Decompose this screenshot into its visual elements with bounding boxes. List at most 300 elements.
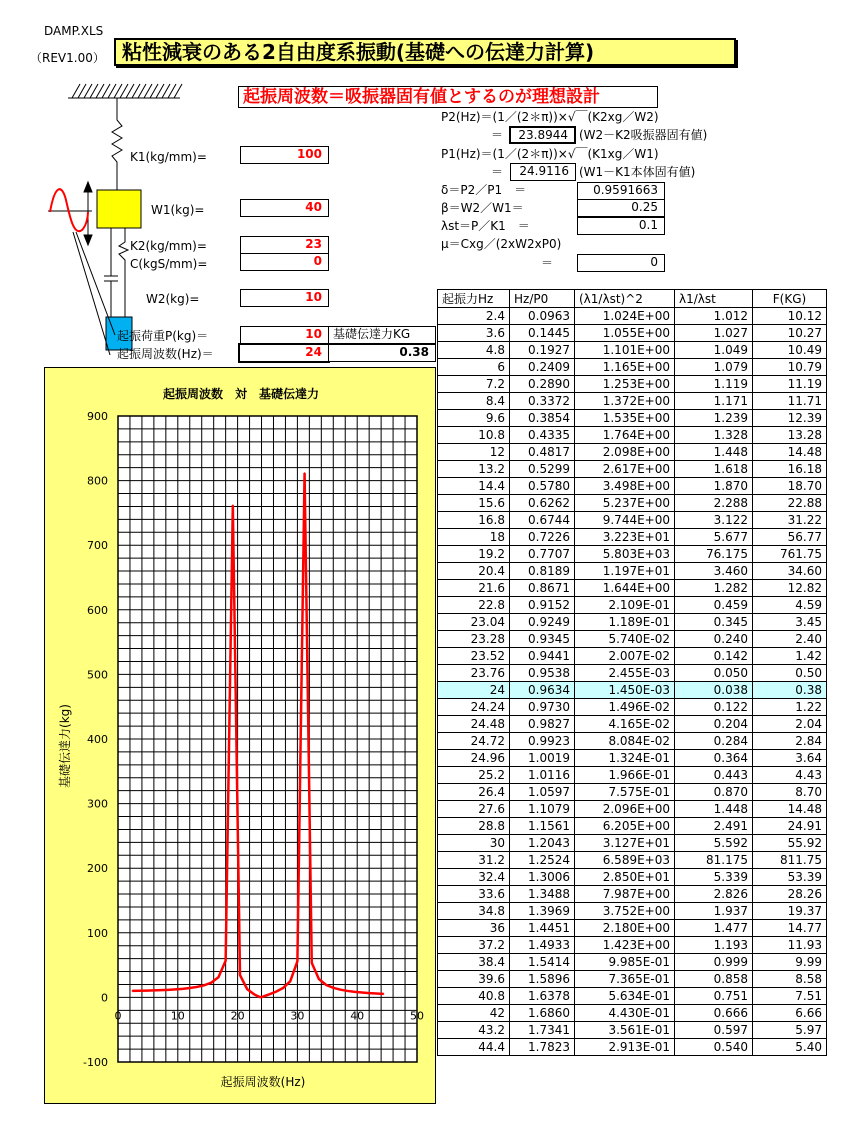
cell-frequency: 20.4	[438, 563, 510, 580]
cell-lambda: 1.027	[675, 325, 753, 342]
cell-ratio: 0.7226	[510, 529, 575, 546]
table-row	[438, 971, 827, 988]
data-point	[182, 988, 184, 990]
cell-ratio: 0.9923	[510, 733, 575, 750]
table-row	[438, 478, 827, 495]
cell-lambda: 3.460	[675, 563, 753, 580]
cell-ratio: 1.1079	[510, 801, 575, 818]
lambda-label: λst＝P／K1 ＝	[441, 219, 530, 233]
data-point	[153, 990, 155, 992]
cell-lambda: 5.677	[675, 529, 753, 546]
cell-force: 0.50	[753, 665, 827, 682]
data-point	[368, 992, 370, 994]
cell-force: 11.19	[753, 376, 827, 393]
table-row	[438, 784, 827, 801]
data-point	[261, 996, 263, 998]
cell-force: 11.93	[753, 937, 827, 954]
cell-ratio: 0.9441	[510, 648, 575, 665]
cell-lambda-sq: 5.803E+03	[575, 546, 675, 563]
cell-force: 16.18	[753, 461, 827, 478]
table-row	[438, 835, 827, 852]
cell-lambda-sq: 5.740E-02	[575, 631, 675, 648]
table-row	[438, 393, 827, 410]
cell-force: 4.59	[753, 597, 827, 614]
col-header-lambda-sq: (λ1/λst)^2	[575, 290, 675, 308]
cell-ratio: 0.9152	[510, 597, 575, 614]
cell-force: 3.45	[753, 614, 827, 631]
table-row	[438, 410, 827, 427]
sine-wave-icon	[48, 189, 92, 231]
table-row	[438, 699, 827, 716]
data-point	[210, 982, 212, 984]
table-row	[438, 818, 827, 835]
cell-lambda: 0.345	[675, 614, 753, 631]
cell-ratio: 1.3488	[510, 886, 575, 903]
cell-frequency: 24.96	[438, 750, 510, 767]
cell-force: 14.48	[753, 801, 827, 818]
cell-lambda-sq: 2.850E+01	[575, 869, 675, 886]
k1-input[interactable]: 100	[240, 146, 329, 164]
data-point	[259, 996, 261, 998]
cell-force: 13.28	[753, 427, 827, 444]
table-row	[438, 648, 827, 665]
cell-lambda: 0.240	[675, 631, 753, 648]
cell-lambda-sq: 6.205E+00	[575, 818, 675, 835]
cell-force: 34.60	[753, 563, 827, 580]
cell-force: 2.84	[753, 733, 827, 750]
damper-c-icon	[104, 228, 118, 318]
cell-lambda-sq: 1.644E+00	[575, 580, 675, 597]
cell-lambda-sq: 2.007E-02	[575, 648, 675, 665]
cell-lambda-sq: 4.165E-02	[575, 716, 675, 733]
table-row	[438, 767, 827, 784]
data-point	[218, 976, 220, 978]
col-header-ratio: Hz/P0	[510, 290, 575, 308]
data-point	[265, 995, 267, 997]
cell-force: 10.27	[753, 325, 827, 342]
cell-frequency: 6	[438, 359, 510, 376]
cell-force: 8.58	[753, 971, 827, 988]
cell-frequency: 26.4	[438, 784, 510, 801]
cell-lambda-sq: 1.055E+00	[575, 325, 675, 342]
cell-lambda-sq: 1.966E-01	[575, 767, 675, 784]
cell-frequency: 43.2	[438, 1022, 510, 1039]
table-row	[438, 580, 827, 597]
cell-ratio: 0.1445	[510, 325, 575, 342]
cell-force: 5.97	[753, 1022, 827, 1039]
data-point	[196, 986, 198, 988]
cell-ratio: 0.9827	[510, 716, 575, 733]
table-row	[438, 886, 827, 903]
transmitted-force-value: 0.38	[328, 344, 436, 362]
cell-lambda-sq: 5.634E-01	[575, 988, 675, 1005]
cell-lambda: 1.870	[675, 478, 753, 495]
cell-frequency: 3.6	[438, 325, 510, 342]
cell-force: 31.22	[753, 512, 827, 529]
data-point	[225, 960, 227, 962]
table-row	[438, 852, 827, 869]
data-point	[189, 987, 191, 989]
cell-ratio: 0.3372	[510, 393, 575, 410]
cell-frequency: 30	[438, 835, 510, 852]
cell-frequency: 16.8	[438, 512, 510, 529]
y-tick-label: 700	[87, 539, 108, 553]
col-header-lambda: λ1/λst	[675, 290, 753, 308]
y-tick-label: 400	[87, 733, 108, 746]
cell-frequency: 23.04	[438, 614, 510, 631]
data-point	[255, 994, 257, 996]
mass-w1	[97, 190, 141, 228]
cell-force: 28.26	[753, 886, 827, 903]
cell-frequency: 12	[438, 444, 510, 461]
table-row	[438, 444, 827, 461]
cell-frequency: 15.6	[438, 495, 510, 512]
y-tick-label: 600	[87, 603, 108, 617]
cell-frequency: 19.2	[438, 546, 510, 563]
cell-force: 24.91	[753, 818, 827, 835]
data-point	[332, 987, 334, 989]
cell-ratio: 1.0019	[510, 750, 575, 767]
x-tick-label: 10	[170, 1009, 185, 1023]
cell-lambda-sq: 9.744E+00	[575, 512, 675, 529]
table-row	[438, 920, 827, 937]
cell-lambda-sq: 2.180E+00	[575, 920, 675, 937]
cell-force: 12.82	[753, 580, 827, 597]
cell-lambda-sq: 2.913E-01	[575, 1039, 675, 1056]
table-row	[438, 376, 827, 393]
cell-lambda-sq: 7.365E-01	[575, 971, 675, 988]
data-point	[311, 962, 313, 964]
data-point	[146, 990, 148, 992]
c-label: C(kgS/mm)=	[130, 257, 208, 271]
cell-ratio: 1.0597	[510, 784, 575, 801]
cell-lambda: 1.937	[675, 903, 753, 920]
lambda-value: 0.1	[577, 217, 665, 235]
p2-note: (W2－K2吸振器固有値)	[579, 128, 708, 142]
cell-force: 14.48	[753, 444, 827, 461]
cell-frequency: 14.4	[438, 478, 510, 495]
table-row	[438, 801, 827, 818]
cell-ratio: 0.5299	[510, 461, 575, 478]
data-point	[139, 990, 141, 992]
cell-ratio: 1.4933	[510, 937, 575, 954]
table-row	[438, 733, 827, 750]
w1-label: W1(kg)=	[151, 203, 205, 217]
cell-ratio: 1.5414	[510, 954, 575, 971]
k1-label: K1(kg/mm)=	[130, 150, 207, 164]
cell-force: 3.64	[753, 750, 827, 767]
cell-lambda-sq: 2.455E-03	[575, 665, 675, 682]
table-row	[438, 342, 827, 359]
cell-frequency: 9.6	[438, 410, 510, 427]
cell-frequency: 37.2	[438, 937, 510, 954]
table-row	[438, 614, 827, 631]
k2-input[interactable]: 23	[240, 236, 329, 254]
load-p-label: 起振荷重P(kg)＝	[117, 329, 209, 343]
cell-frequency: 23.76	[438, 665, 510, 682]
cell-frequency: 27.6	[438, 801, 510, 818]
data-point	[175, 989, 177, 991]
cell-frequency: 44.4	[438, 1039, 510, 1056]
cell-ratio: 0.0963	[510, 308, 575, 325]
frequency-response-table	[437, 289, 827, 1056]
data-point	[318, 978, 320, 980]
cell-frequency: 38.4	[438, 954, 510, 971]
k2-label: K2(kg/mm)=	[130, 239, 207, 253]
cell-lambda: 0.038	[675, 682, 753, 699]
cell-force: 9.99	[753, 954, 827, 971]
col-header-force: F(KG)	[753, 290, 827, 308]
delta-label: δ＝P2／P1 ＝	[441, 183, 527, 197]
cell-frequency: 24.24	[438, 699, 510, 716]
data-point	[354, 991, 356, 993]
table-row	[438, 1022, 827, 1039]
data-point	[246, 988, 248, 990]
data-point	[289, 981, 291, 983]
cell-lambda-sq: 1.253E+00	[575, 376, 675, 393]
cell-ratio: 0.9345	[510, 631, 575, 648]
cell-frequency: 28.8	[438, 818, 510, 835]
cell-frequency: 34.8	[438, 903, 510, 920]
p1-note: (W1－K1本体固有値)	[579, 165, 696, 179]
cell-ratio: 1.7341	[510, 1022, 575, 1039]
cell-ratio: 0.8671	[510, 580, 575, 597]
cell-lambda-sq: 1.450E-03	[575, 682, 675, 699]
data-point	[239, 974, 241, 976]
x-tick-label: 20	[230, 1009, 245, 1023]
spring-k2-icon	[119, 228, 128, 318]
cell-lambda-sq: 3.127E+01	[575, 835, 675, 852]
cell-lambda: 1.012	[675, 308, 753, 325]
cell-lambda: 0.999	[675, 954, 753, 971]
cell-frequency: 2.4	[438, 308, 510, 325]
mu-value: 0	[577, 254, 665, 272]
cell-ratio: 0.1927	[510, 342, 575, 359]
cell-force: 4.43	[753, 767, 827, 784]
table-row	[438, 512, 827, 529]
cell-force: 2.04	[753, 716, 827, 733]
data-point	[266, 994, 268, 996]
table-row	[438, 1005, 827, 1022]
x-tick-label: 40	[350, 1009, 365, 1023]
w2-label: W2(kg)=	[146, 292, 200, 306]
cell-frequency: 13.2	[438, 461, 510, 478]
cell-frequency: 21.6	[438, 580, 510, 597]
transmitted-force-label: 基礎伝達力KG	[328, 326, 436, 344]
data-point	[264, 995, 266, 997]
cell-ratio: 0.4817	[510, 444, 575, 461]
table-row	[438, 869, 827, 886]
data-point	[268, 994, 270, 996]
cell-ratio: 0.6262	[510, 495, 575, 512]
cell-frequency: 22.8	[438, 597, 510, 614]
y-tick-label: 200	[87, 862, 108, 876]
table-row	[438, 988, 827, 1005]
p2-formula: P2(Hz)＝(1／(2＊π))×√￣(K2xg／W2)	[441, 110, 659, 124]
cell-frequency: 31.2	[438, 852, 510, 869]
cell-lambda-sq: 6.589E+03	[575, 852, 675, 869]
cell-lambda: 1.049	[675, 342, 753, 359]
data-point	[282, 987, 284, 989]
data-point	[258, 996, 260, 998]
p2-value: 23.8944	[509, 126, 576, 144]
cell-ratio: 0.2409	[510, 359, 575, 376]
p1-equals: ＝	[491, 165, 504, 179]
data-point	[167, 989, 169, 991]
data-point	[325, 984, 327, 986]
x-tick-label: 30	[290, 1009, 305, 1023]
data-point	[256, 995, 258, 997]
cell-lambda: 0.122	[675, 699, 753, 716]
cell-lambda: 1.328	[675, 427, 753, 444]
frequency-input[interactable]: 24	[238, 343, 330, 363]
beta-label: β＝W2／W1＝	[441, 201, 524, 215]
cell-lambda-sq: 1.324E-01	[575, 750, 675, 767]
cell-force: 10.12	[753, 308, 827, 325]
cell-lambda-sq: 1.024E+00	[575, 308, 675, 325]
cell-force: 811.75	[753, 852, 827, 869]
cell-lambda: 0.858	[675, 971, 753, 988]
p1-value: 24.9116	[510, 163, 576, 181]
cell-lambda: 1.282	[675, 580, 753, 597]
cell-frequency: 23.28	[438, 631, 510, 648]
cell-lambda: 0.364	[675, 750, 753, 767]
cell-lambda: 1.119	[675, 376, 753, 393]
cell-lambda-sq: 1.197E+01	[575, 563, 675, 580]
cell-lambda: 2.491	[675, 818, 753, 835]
cell-force: 10.49	[753, 342, 827, 359]
cell-ratio: 0.2890	[510, 376, 575, 393]
table-row	[438, 1039, 827, 1056]
cell-force: 14.77	[753, 920, 827, 937]
mu-label: μ＝Cxg／(2xW2xP0)	[441, 237, 562, 251]
cell-lambda: 81.175	[675, 852, 753, 869]
file-name: DAMP.XLS	[44, 24, 104, 38]
data-point	[297, 960, 299, 962]
cell-ratio: 1.6378	[510, 988, 575, 1005]
cell-lambda: 0.204	[675, 716, 753, 733]
cell-frequency: 10.8	[438, 427, 510, 444]
cell-lambda: 1.193	[675, 937, 753, 954]
cell-lambda: 0.540	[675, 1039, 753, 1056]
chart-grid	[118, 416, 417, 1062]
data-point	[340, 989, 342, 991]
data-point	[361, 992, 363, 994]
cell-ratio: 1.4451	[510, 920, 575, 937]
cell-frequency: 32.4	[438, 869, 510, 886]
cell-ratio: 0.7707	[510, 546, 575, 563]
cell-lambda-sq: 7.575E-01	[575, 784, 675, 801]
cell-ratio: 1.7823	[510, 1039, 575, 1056]
cell-lambda-sq: 1.165E+00	[575, 359, 675, 376]
table-row	[438, 427, 827, 444]
cell-frequency: 33.6	[438, 886, 510, 903]
cell-lambda: 1.448	[675, 444, 753, 461]
cell-lambda-sq: 3.752E+00	[575, 903, 675, 920]
cell-force: 18.70	[753, 478, 827, 495]
y-tick-label: 900	[87, 410, 108, 423]
cell-frequency: 24	[438, 682, 510, 699]
table-row	[438, 461, 827, 478]
cell-lambda: 2.288	[675, 495, 753, 512]
cell-frequency: 24.72	[438, 733, 510, 750]
cell-lambda: 1.239	[675, 410, 753, 427]
cell-ratio: 0.8189	[510, 563, 575, 580]
load-p-input[interactable]: 10	[240, 326, 329, 344]
cell-frequency: 40.8	[438, 988, 510, 1005]
cell-frequency: 7.2	[438, 376, 510, 393]
cell-lambda-sq: 2.098E+00	[575, 444, 675, 461]
cell-force: 22.88	[753, 495, 827, 512]
cell-lambda-sq: 1.372E+00	[575, 393, 675, 410]
cell-force: 761.75	[753, 546, 827, 563]
cell-ratio: 0.5780	[510, 478, 575, 495]
cell-frequency: 36	[438, 920, 510, 937]
cell-force: 56.77	[753, 529, 827, 546]
cell-lambda-sq: 9.985E-01	[575, 954, 675, 971]
vibration-diagram	[0, 80, 240, 370]
cell-force: 8.70	[753, 784, 827, 801]
col-header-frequency: 起振力Hz	[438, 290, 510, 308]
y-tick-label: 800	[87, 474, 108, 488]
data-point	[304, 472, 306, 474]
cell-ratio: 0.9538	[510, 665, 575, 682]
table-row	[438, 716, 827, 733]
cell-force: 0.38	[753, 682, 827, 699]
cell-lambda: 0.870	[675, 784, 753, 801]
cell-frequency: 25.2	[438, 767, 510, 784]
cell-force: 53.39	[753, 869, 827, 886]
cell-force: 5.40	[753, 1039, 827, 1056]
cell-ratio: 0.9249	[510, 614, 575, 631]
cell-lambda-sq: 2.096E+00	[575, 801, 675, 818]
w1-input[interactable]: 40	[240, 199, 329, 217]
x-axis-label: 起振周波数(Hz)	[220, 1075, 306, 1089]
cell-lambda: 1.618	[675, 461, 753, 478]
design-note: 起振周波数＝吸振器固有値とするのが理想設計	[238, 86, 658, 108]
chart-panel	[44, 367, 436, 1104]
table-row	[438, 495, 827, 512]
w2-input[interactable]: 10	[240, 289, 329, 307]
y-tick-label: -100	[83, 1056, 108, 1069]
c-input[interactable]: 0	[240, 253, 329, 271]
data-point	[347, 990, 349, 992]
cell-ratio: 0.6744	[510, 512, 575, 529]
cell-lambda-sq: 1.101E+00	[575, 342, 675, 359]
cell-force: 11.71	[753, 393, 827, 410]
cell-lambda: 1.171	[675, 393, 753, 410]
cell-lambda-sq: 3.223E+01	[575, 529, 675, 546]
cell-ratio: 0.9634	[510, 682, 575, 699]
cell-ratio: 1.5896	[510, 971, 575, 988]
cell-lambda: 1.079	[675, 359, 753, 376]
table-header-row	[438, 290, 827, 308]
spring-k1-icon	[112, 98, 122, 190]
cell-lambda-sq: 2.617E+00	[575, 461, 675, 478]
cell-lambda-sq: 7.987E+00	[575, 886, 675, 903]
data-point	[232, 505, 234, 507]
data-point	[376, 993, 378, 995]
cell-lambda: 1.448	[675, 801, 753, 818]
data-point	[383, 993, 385, 995]
cell-lambda: 1.477	[675, 920, 753, 937]
cell-lambda-sq: 3.498E+00	[575, 478, 675, 495]
cell-ratio: 0.3854	[510, 410, 575, 427]
cell-lambda-sq: 5.237E+00	[575, 495, 675, 512]
cell-frequency: 39.6	[438, 971, 510, 988]
data-point	[275, 991, 277, 993]
table-row	[438, 308, 827, 325]
